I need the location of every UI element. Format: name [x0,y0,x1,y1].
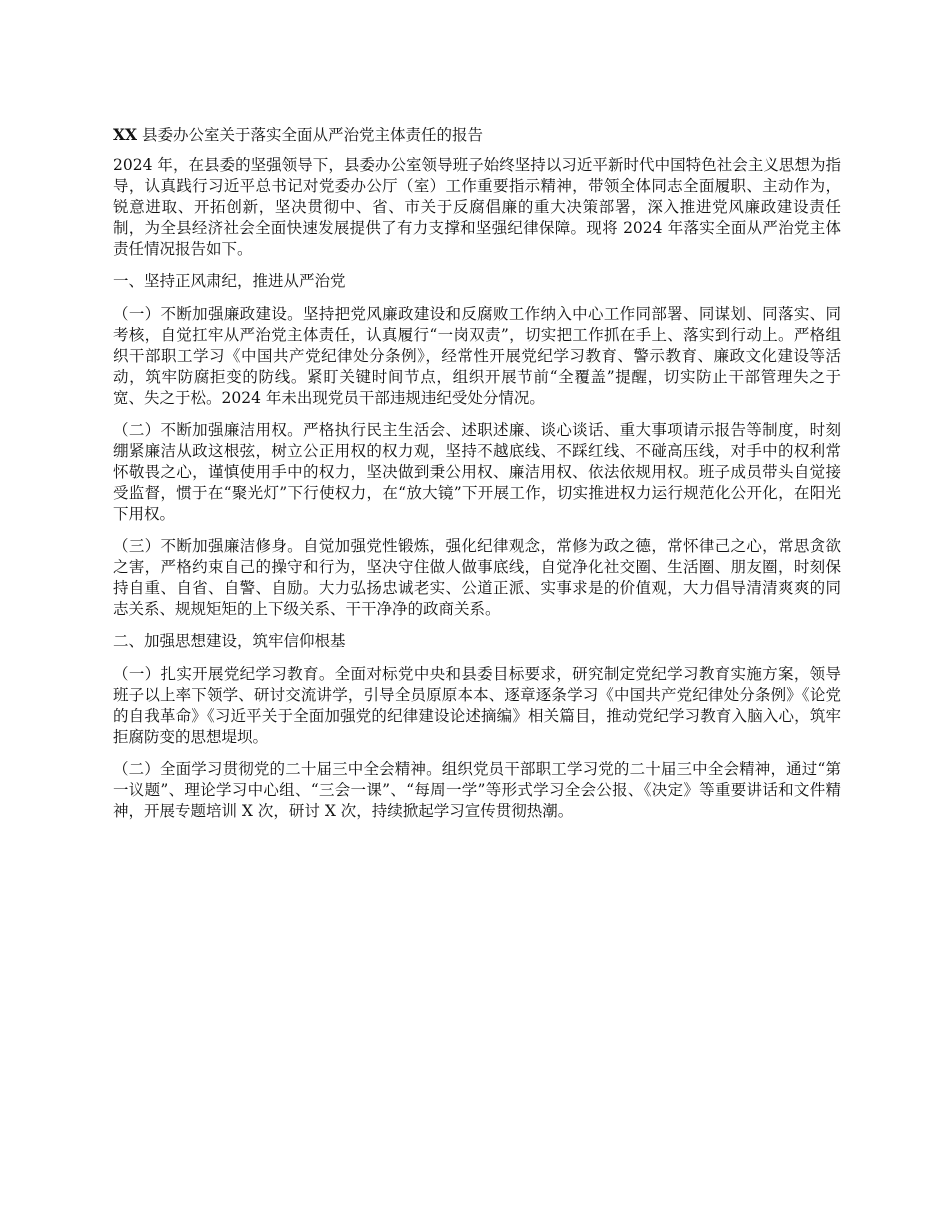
section-2-paragraph-1: （一）扎实开展党纪学习教育。全面对标党中央和县委目标要求，研究制定党纪学习教育实施方案，领导班子以上率下领学、研讨交流讲学，引导全员原原本本、逐章逐条学习《中国共产党纪律处分条例》《论党的自我革命》《习近平关于全面加强党的纪律建设论述摘编》相关篇目，推动党纪学习教育入脑入心，筑牢拒腐防变的思想堤坝。 [113,665,841,746]
section-2-paragraph-2: （二）全面学习贯彻党的二十届三中全会精神。组织党员干部职工学习党的二十届三中全会精神，通过“第一议题”、理论学习中心组、“三会一课”、“每周一学”等形式学习全会公报、《决定》等重要讲话和文件精神，开展专题培训 X 次，研讨 X 次，持续掀起学习宣传贯彻热潮。 [113,760,841,820]
title-prefix: XX [113,125,138,144]
title-text: 县委办公室关于落实全面从严治党主体责任的报告 [137,126,483,144]
section-1-heading: 一、坚持正风肃纪，推进从严治党 [113,272,346,290]
document-page [113,124,841,833]
document-title [113,124,841,146]
section-2-heading: 二、加强思想建设，筑牢信仰根基 [113,632,346,650]
section-1-paragraph-3: （三）不断加强廉洁修身。自觉加强党性锻炼，强化纪律观念，常修为政之德，常怀律己之心，常思贪欲之害，严格约束自己的操守和行为，坚决守住做人做事底线，自觉净化社交圈、生活圈、朋友圈，时刻保持自重、自省、自警、自励。大力弘扬忠诚老实、公道正派、实事求是的价值观，大力倡导清清爽爽的同志关系、规规矩矩的上下级关系、干干净净的政商关系。 [113,537,841,618]
section-1-paragraph-2: （二）不断加强廉洁用权。严格执行民主生活会、述职述廉、谈心谈话、重大事项请示报告等制度，时刻绷紧廉洁从政这根弦，树立公正用权的权力观，坚持不越底线、不踩红线、不碰高压线，对手中的权利常怀敬畏之心，谨慎使用手中的权力，坚决做到秉公用权、廉洁用权、依法依规用权。班子成员带头自觉接受监督，惯于在“聚光灯”下行使权力，在“放大镜”下开展工作，切实推进权力运行规范化公开化，在阳光下用权。 [113,421,841,523]
section-1-paragraph-1: （一）不断加强廉政建设。坚持把党风廉政建设和反腐败工作纳入中心工作同部署、同谋划、同落实、同考核，自觉扛牢从严治党主体责任，认真履行“一岗双责”，切实把工作抓在手上、落实到行动上。严格组织干部职工学习《中国共产党纪律处分条例》，经常性开展党纪学习教育、警示教育、廉政文化建设等活动，筑牢防腐拒变的防线。紧盯关键时间节点，组织开展节前“全覆盖”提醒，切实防止干部管理失之于宽、失之于松。2024 年未出现党员干部违规违纪受处分情况。 [113,305,841,407]
intro-paragraph: 2024 年，在县委的坚强领导下，县委办公室领导班子始终坚持以习近平新时代中国特色社会主义思想为指导，认真践行习近平总书记对党委办公厅（室）工作重要指示精神，带领全体同志全面履职、主动作为，锐意进取、开拓创新，坚决贯彻中、省、市关于反腐倡廉的重大决策部署，深入推进党风廉政建设责任制，为全县经济社会全面快速发展提供了有力支撑和坚强纪律保障。现将 2024 年落实全面从严治党主体责任情况报告如下。 [113,156,841,258]
